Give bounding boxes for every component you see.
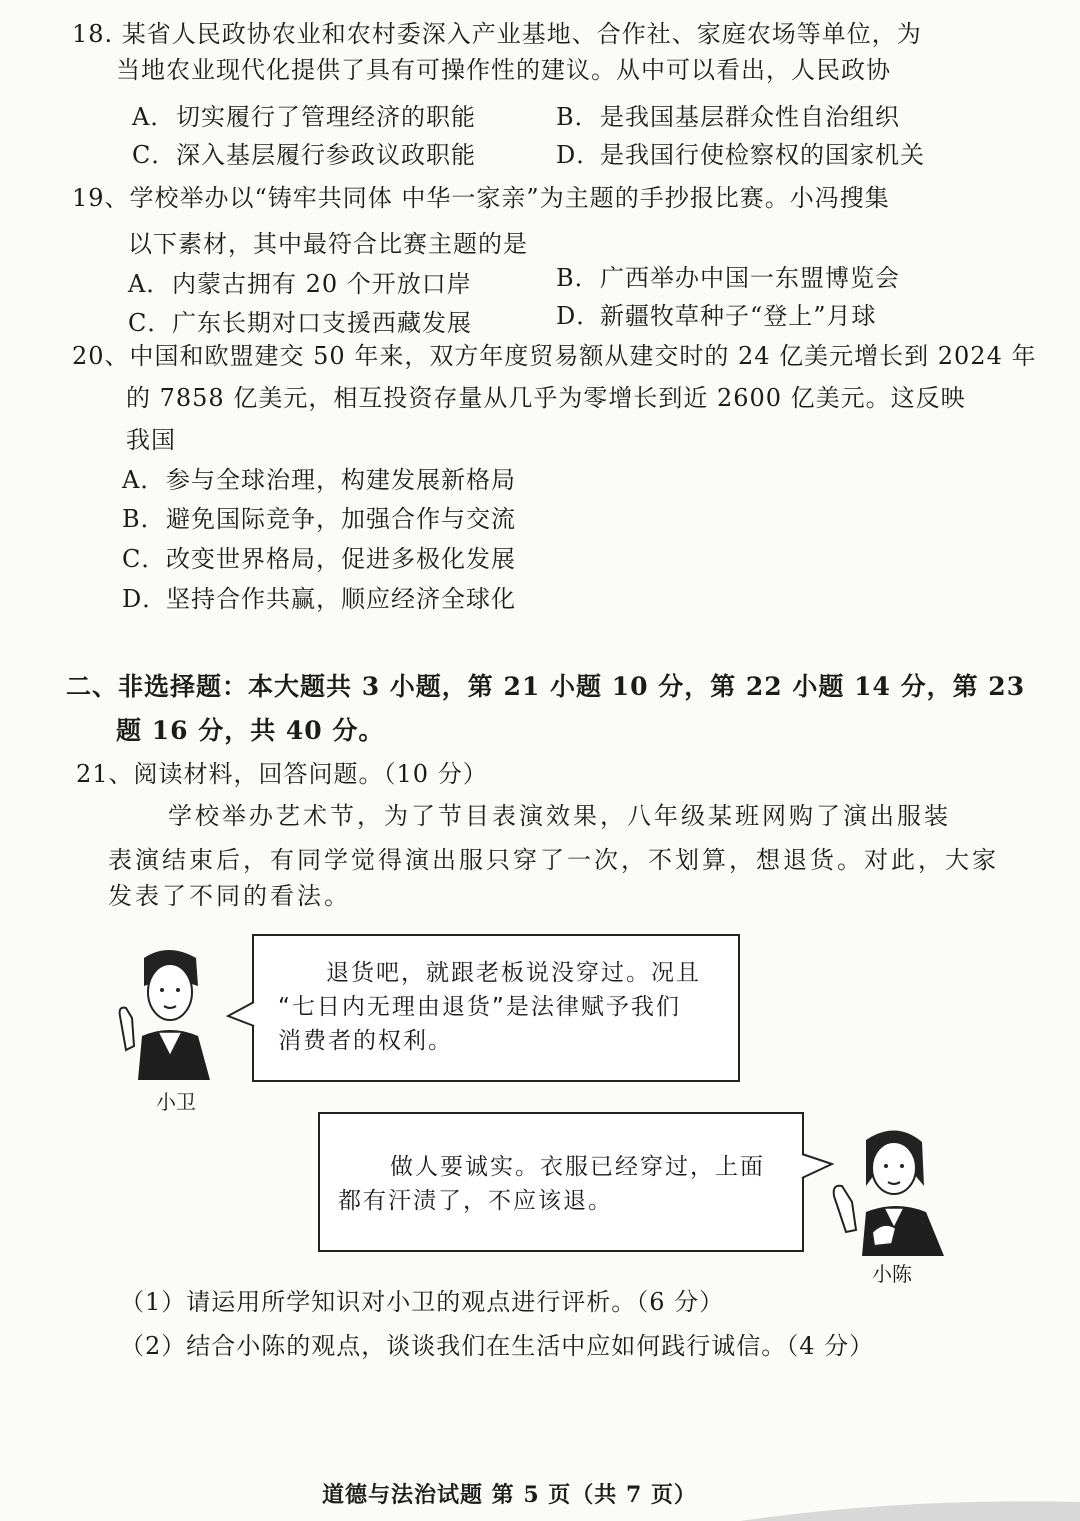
xiaowei-speech-line1: 退货吧，就跟老板说没穿过。况且: [326, 960, 701, 986]
option-letter: D．: [122, 585, 168, 613]
q19-stem-line2: 以下素材，其中最符合比赛主题的是: [128, 230, 528, 258]
xiaochen-speech-line1: 做人要诚实。衣服已经穿过，上面: [390, 1154, 765, 1180]
option-letter: B．: [556, 103, 600, 131]
xiaochen-illustration: [826, 1120, 956, 1256]
option-text: 深入基层履行参政议政职能: [176, 141, 476, 169]
xiaowei-name: 小卫: [156, 1090, 196, 1114]
option-text: 新疆牧草种子“登上”月球: [600, 302, 877, 330]
q18-option-a: [132, 101, 476, 133]
q21-material-line1: 学校举办艺术节，为了节目表演效果，八年级某班网购了演出服装: [168, 802, 951, 830]
option-letter: C．: [122, 545, 167, 573]
q21-subquestion-2: （2）结合小陈的观点，谈谈我们在生活中应如何践行诚信。（4 分）: [120, 1332, 875, 1360]
q20-option-a: [122, 464, 516, 496]
option-text: 坚持合作共赢，顺应经济全球化: [166, 585, 516, 613]
xiaowei-illustration: [110, 946, 230, 1080]
q21-material-line3: 发表了不同的看法。: [108, 882, 351, 910]
xiaochen-speech-bubble: [318, 1112, 804, 1252]
option-text: 参与全球治理，构建发展新格局: [166, 466, 516, 494]
option-letter: C．: [132, 141, 177, 169]
q20-stem-line3: 我国: [126, 426, 176, 454]
option-letter: B．: [122, 505, 166, 533]
q18-option-d: [556, 139, 925, 171]
q19-option-a: [128, 268, 472, 300]
q19-option-d: [556, 300, 877, 332]
option-text: 切实履行了管理经济的职能: [176, 103, 476, 131]
option-letter: B．: [556, 264, 600, 292]
option-text: 改变世界格局，促进多极化发展: [166, 545, 516, 573]
q20-option-b: [122, 503, 516, 535]
option-text: 是我国基层群众性自治组织: [600, 103, 900, 131]
q20-stem-line1: 20、中国和欧盟建交 50 年来，双方年度贸易额从建交时的 24 亿美元增长到 2024 年: [72, 342, 1037, 370]
option-letter: A．: [122, 466, 166, 494]
q18-option-b: [556, 101, 900, 133]
option-text: 是我国行使检察权的国家机关: [600, 141, 925, 169]
option-letter: A．: [128, 270, 172, 298]
q18-stem-line1: 18. 某省人民政协农业和农村委深入产业基地、合作社、家庭农场等单位，为: [72, 20, 922, 48]
q20-stem-line2: 的 7858 亿美元，相互投资存量从几乎为零增长到近 2600 亿美元。这反映: [126, 384, 966, 412]
q19-stem-line1: 19、学校举办以“铸牢共同体 中华一家亲”为主题的手抄报比赛。小冯搜集: [72, 184, 890, 212]
q18-stem-line2: 当地农业现代化提供了具有可操作性的建议。从中可以看出，人民政协: [116, 56, 891, 84]
xiaowei-speech-line2: “七日内无理由退货”是法律赋予我们: [278, 994, 681, 1020]
option-text: 广西举办中国一东盟博览会: [600, 264, 900, 292]
q20-option-c: [122, 543, 516, 575]
q18-option-c: [132, 139, 476, 171]
section2-heading-line1: 二、非选择题：本大题共 3 小题，第 21 小题 10 分，第 22 小题 14 分，第 23: [66, 672, 1026, 701]
option-letter: D．: [556, 302, 602, 330]
option-letter: C．: [128, 309, 173, 337]
option-letter: D．: [556, 141, 602, 169]
option-text: 避免国际竞争，加强合作与交流: [166, 505, 516, 533]
q19-option-c: [128, 307, 472, 339]
xiaowei-speech-line3: 消费者的权利。: [278, 1028, 453, 1054]
xiaochen-name: 小陈: [872, 1262, 912, 1286]
q21-subquestion-1: （1）请运用所学知识对小卫的观点进行评析。（6 分）: [120, 1288, 725, 1316]
xiaowei-speech-bubble: [252, 934, 740, 1082]
option-text: 内蒙古拥有 20 个开放口岸: [172, 270, 472, 298]
q21-title: 21、阅读材料，回答问题。（10 分）: [76, 760, 488, 788]
xiaowei-bubble-tail: [226, 1000, 256, 1030]
section2-heading-line2: 题 16 分，共 40 分。: [116, 716, 385, 745]
page-curl-shadow: [740, 1496, 1080, 1521]
page-footer: 道德与法治试题 第 5 页（共 7 页）: [322, 1482, 697, 1508]
xiaochen-speech-line2: 都有汗渍了，不应该退。: [338, 1188, 613, 1214]
q21-material-line2: 表演结束后，有同学觉得演出服只穿了一次，不划算，想退货。对此，大家: [108, 846, 999, 874]
option-letter: A．: [132, 103, 176, 131]
option-text: 广东长期对口支援西藏发展: [172, 309, 472, 337]
q19-option-b: [556, 262, 900, 294]
q20-option-d: [122, 583, 516, 615]
